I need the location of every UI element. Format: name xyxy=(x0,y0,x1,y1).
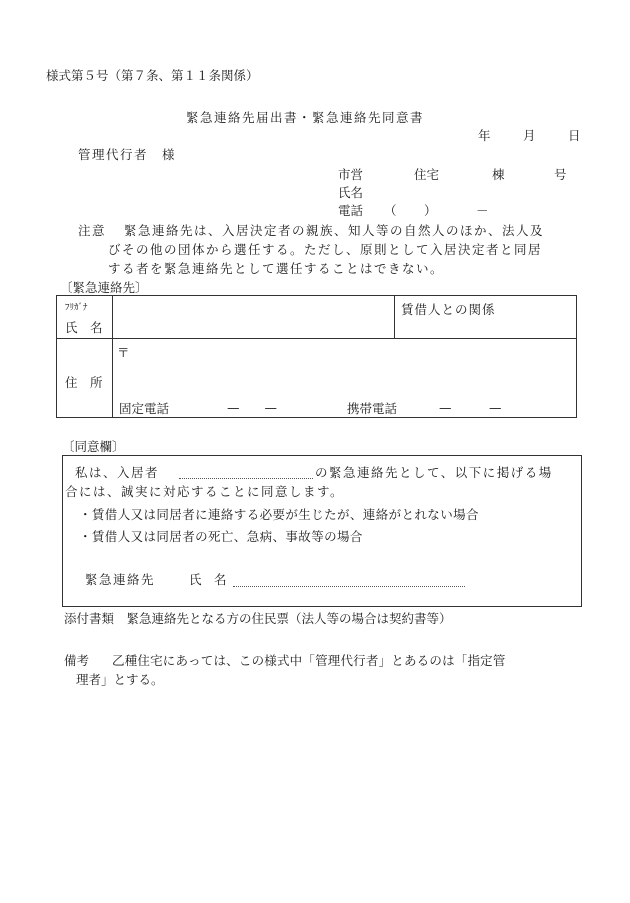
remarks-label: 備考 xyxy=(64,653,90,668)
notice-line-3: する者を緊急連絡先として選任することはできない。 xyxy=(108,261,445,276)
relation-field[interactable] xyxy=(401,318,569,334)
fixed-phone-dashes: — — xyxy=(227,400,278,415)
divider xyxy=(112,337,113,417)
sign-name-label: 氏 名 xyxy=(189,572,227,587)
divider xyxy=(394,296,395,338)
mobile-dashes: — — xyxy=(439,400,502,415)
applicant-phone-label: 電話 xyxy=(338,203,364,218)
form-title: 緊急連絡先届出書・緊急連絡先同意書 xyxy=(186,110,425,125)
consent-box xyxy=(62,455,582,607)
notice-line-2: びその他の団体から選任する。ただし、原則として入居決定者と同居 xyxy=(108,242,543,257)
section-contact-heading: 〔緊急連絡先〕 xyxy=(60,280,148,295)
applicant-phone-dash: － xyxy=(476,203,489,218)
furigana-label: ﾌﾘｶﾞﾅ xyxy=(65,303,88,313)
consent-line-2: 合には、誠実に対応することに同意します。 xyxy=(65,484,345,499)
postal-mark: 〒 xyxy=(117,345,130,360)
remarks-line-2: 理者」とする。 xyxy=(76,672,164,687)
section-consent-heading: 〔同意欄〕 xyxy=(62,439,125,454)
remarks-line-1: 乙種住宅にあっては、この様式中「管理代行者」とあるのは「指定管 xyxy=(112,653,506,668)
consent-bullet-1: ・賃借人又は同居者に連絡する必要が生じたが、連絡がとれない場合 xyxy=(79,507,479,522)
name-label: 氏 名 xyxy=(65,320,103,335)
mobile-label: 携帯電話 xyxy=(347,401,398,416)
sign-label: 緊急連絡先 xyxy=(85,572,156,587)
consent-bullet-2: ・賃借人又は同居者の死亡、急病、事故等の場合 xyxy=(79,529,363,544)
fixed-phone-label: 固定電話 xyxy=(119,401,170,416)
notice-label: 注意 xyxy=(78,223,107,238)
contact-table-address xyxy=(56,337,577,418)
applicant-jutaku: 住宅 xyxy=(414,167,440,182)
notice-line-1: 緊急連絡先は、入居決定者の親族、知人等の自然人のほか、法人及 xyxy=(124,223,545,238)
address-label: 住 所 xyxy=(65,375,103,390)
date-day: 日 xyxy=(568,128,581,143)
applicant-building: 棟 xyxy=(492,167,505,182)
divider xyxy=(112,296,113,338)
address-field[interactable] xyxy=(117,363,567,393)
consent-line-1b: の緊急連絡先として、以下に掲げる場 xyxy=(315,465,553,480)
sign-name-field[interactable] xyxy=(233,586,465,587)
applicant-phone-paren-close: ） xyxy=(424,203,437,218)
date-month: 月 xyxy=(523,128,536,143)
attachments-note: 添付書類 緊急連絡先となる方の住民票（法人等の場合は契約書等） xyxy=(64,611,452,626)
form-id: 様式第５号（第７条、第１１条関係） xyxy=(46,68,259,83)
resident-name-field[interactable] xyxy=(179,478,313,479)
applicant-name-label: 氏名 xyxy=(338,185,364,200)
contact-table-top xyxy=(56,295,577,339)
applicant-room: 号 xyxy=(554,167,567,182)
applicant-phone-paren-open: （ xyxy=(384,203,397,218)
addressee: 管理代行者 様 xyxy=(78,147,177,162)
consent-line-1a: 私は、入居者 xyxy=(75,465,160,480)
contact-name-field[interactable] xyxy=(117,314,387,334)
date-year: 年 xyxy=(478,128,491,143)
applicant-city-housing: 市営 xyxy=(338,167,364,182)
relation-label: 賃借人との関係 xyxy=(401,302,496,317)
